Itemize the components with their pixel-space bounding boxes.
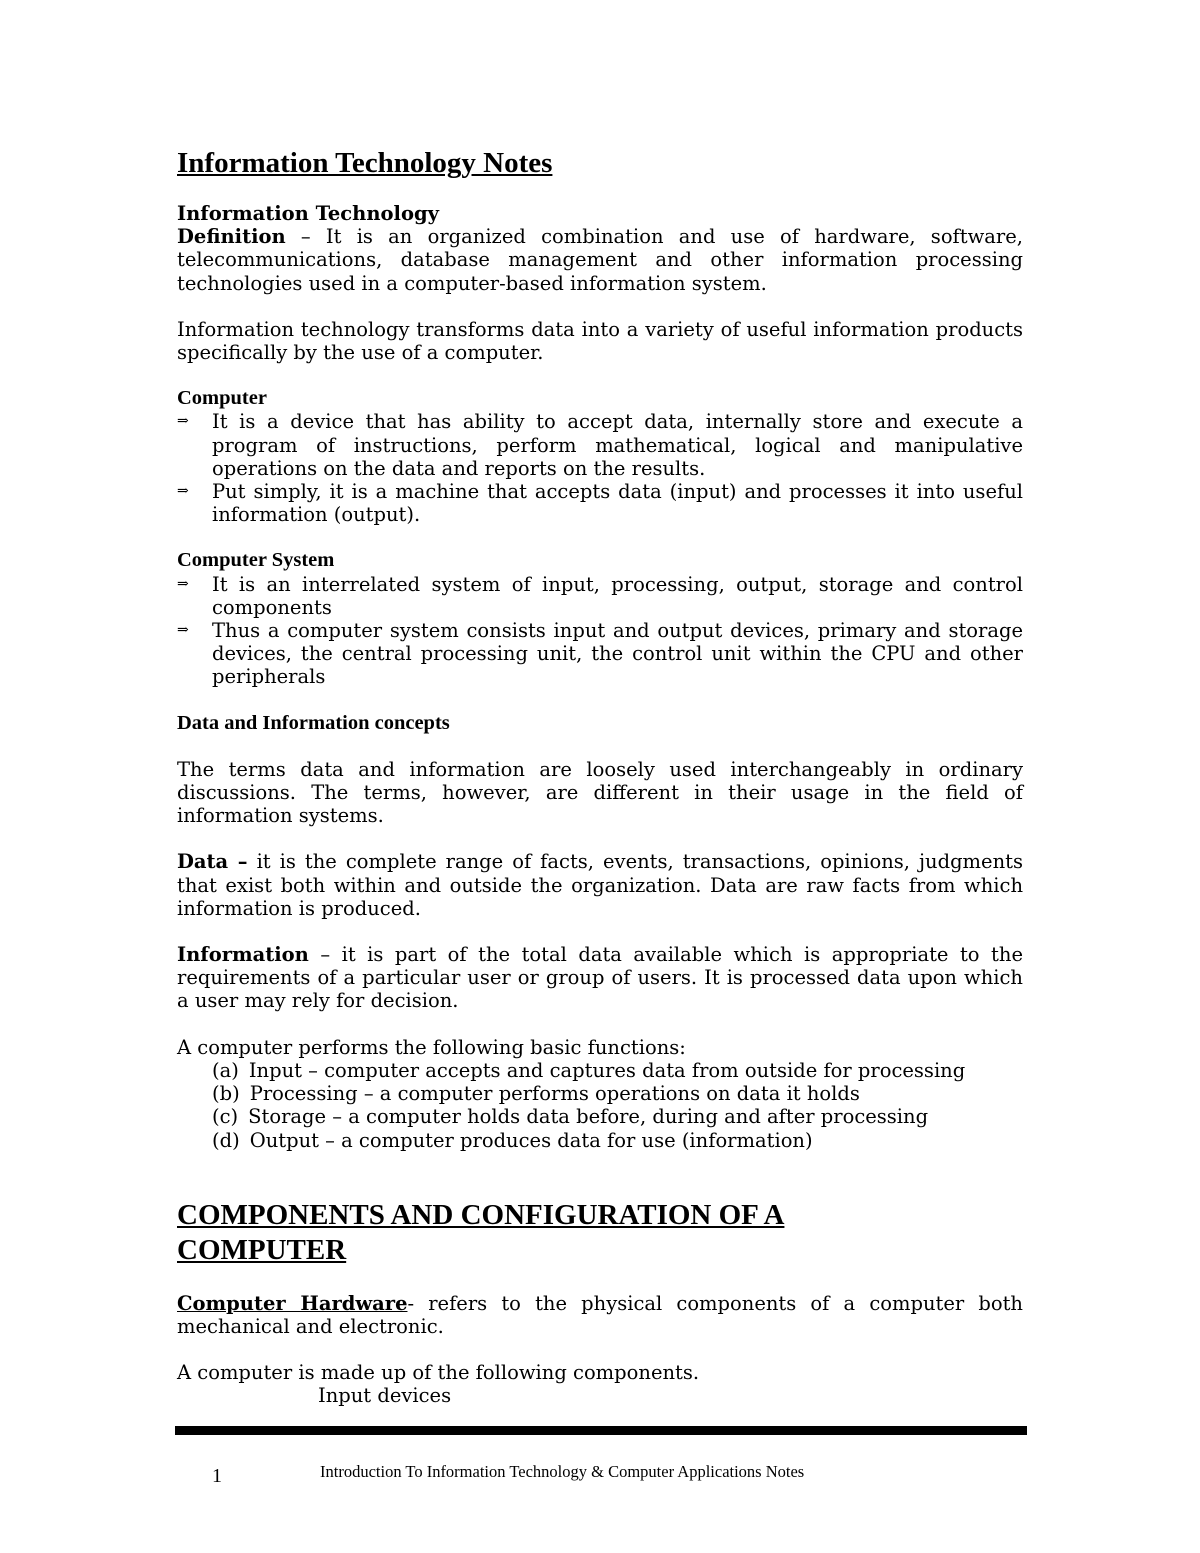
hardware-label: Computer Hardware xyxy=(177,1291,408,1315)
list-item: (d) Output – a computer produces data for use (information) xyxy=(212,1128,813,1152)
footer-text: Introduction To Information Technology & Computer Applications Notes xyxy=(320,1462,805,1481)
it-transform-paragraph: Information technology transforms data into a variety of useful information products specifically by the use of a computer. xyxy=(177,317,1023,365)
list-item: ⇒ It is an interrelated system of input, processing, output, storage and control components xyxy=(177,572,1023,619)
list-item: (c) Storage – a computer holds data before, during and after processing xyxy=(212,1105,929,1129)
components-intro: A computer is made up of the following components. xyxy=(177,1361,700,1385)
footer-divider xyxy=(175,1426,1027,1435)
it-heading: Information Technology xyxy=(177,202,439,225)
computer-system-heading: Computer System xyxy=(177,549,335,572)
definition-label: Definition xyxy=(177,225,286,249)
list-item: ⇒ Thus a computer system consists input and output devices, primary and storage devices, the central processing unit, the control unit within the CPU and other peripherals xyxy=(177,619,1023,689)
components-section-title: COMPONENTS AND CONFIGURATION OF A COMPUTER xyxy=(177,1198,785,1266)
functions-list xyxy=(177,1059,1023,1152)
information-definition: Information – it is part of the total data available which is appropriate to the requirements of a particular user or group of users. It is processed data upon which a user may rely for decision. xyxy=(177,943,1023,1013)
functions-intro: A computer performs the following basic functions: xyxy=(177,1035,686,1059)
computer-heading: Computer xyxy=(177,387,267,410)
computer-system-bullet-list xyxy=(177,573,1023,689)
definition-text: – It is an organized combination and use of hardware, software, telecommunications, database management and other information processing technologies used in a computer-based information system. xyxy=(177,225,1023,295)
document-title: Information Technology Notes xyxy=(177,147,553,179)
page-content xyxy=(177,146,1023,1408)
information-label: Information xyxy=(177,943,309,967)
computer-bullet-list xyxy=(177,410,1023,526)
data-label: Data – xyxy=(177,850,248,874)
list-item: (b) Processing – a computer performs operations on data it holds xyxy=(212,1082,860,1106)
data-info-heading: Data and Information concepts xyxy=(177,711,450,734)
data-info-intro: The terms data and information are loosely used interchangeably in ordinary discussions. The terms, however, are different in their usage in the field of information systems. xyxy=(177,757,1023,828)
arrow-right-icon: ⇒ xyxy=(177,622,189,639)
arrow-right-icon: ⇒ xyxy=(177,413,189,430)
list-item: (a) Input – computer accepts and captures data from outside for processing xyxy=(212,1058,966,1082)
input-devices-label: Input devices xyxy=(318,1384,452,1408)
arrow-right-icon: ⇒ xyxy=(177,575,189,592)
list-item: ⇒ It is a device that has ability to accept data, internally store and execute a program of instructions, perform mathematical, logical and manipulative operations on the data and reports on the results. xyxy=(177,410,1023,480)
data-definition: Data – it is the complete range of facts, events, transactions, opinions, judgments that exist both within and outside the organization. Data are raw facts from which information is produced. xyxy=(177,850,1023,920)
it-definition xyxy=(177,225,1023,295)
page-number: 1 xyxy=(212,1465,222,1487)
hardware-definition: Computer Hardware- refers to the physical components of a computer both mechanical and electronic. xyxy=(177,1291,1023,1338)
arrow-right-icon: ⇒ xyxy=(177,483,189,500)
list-item: ⇒ Put simply, it is a machine that accepts data (input) and processes it into useful information (output). xyxy=(177,480,1023,527)
